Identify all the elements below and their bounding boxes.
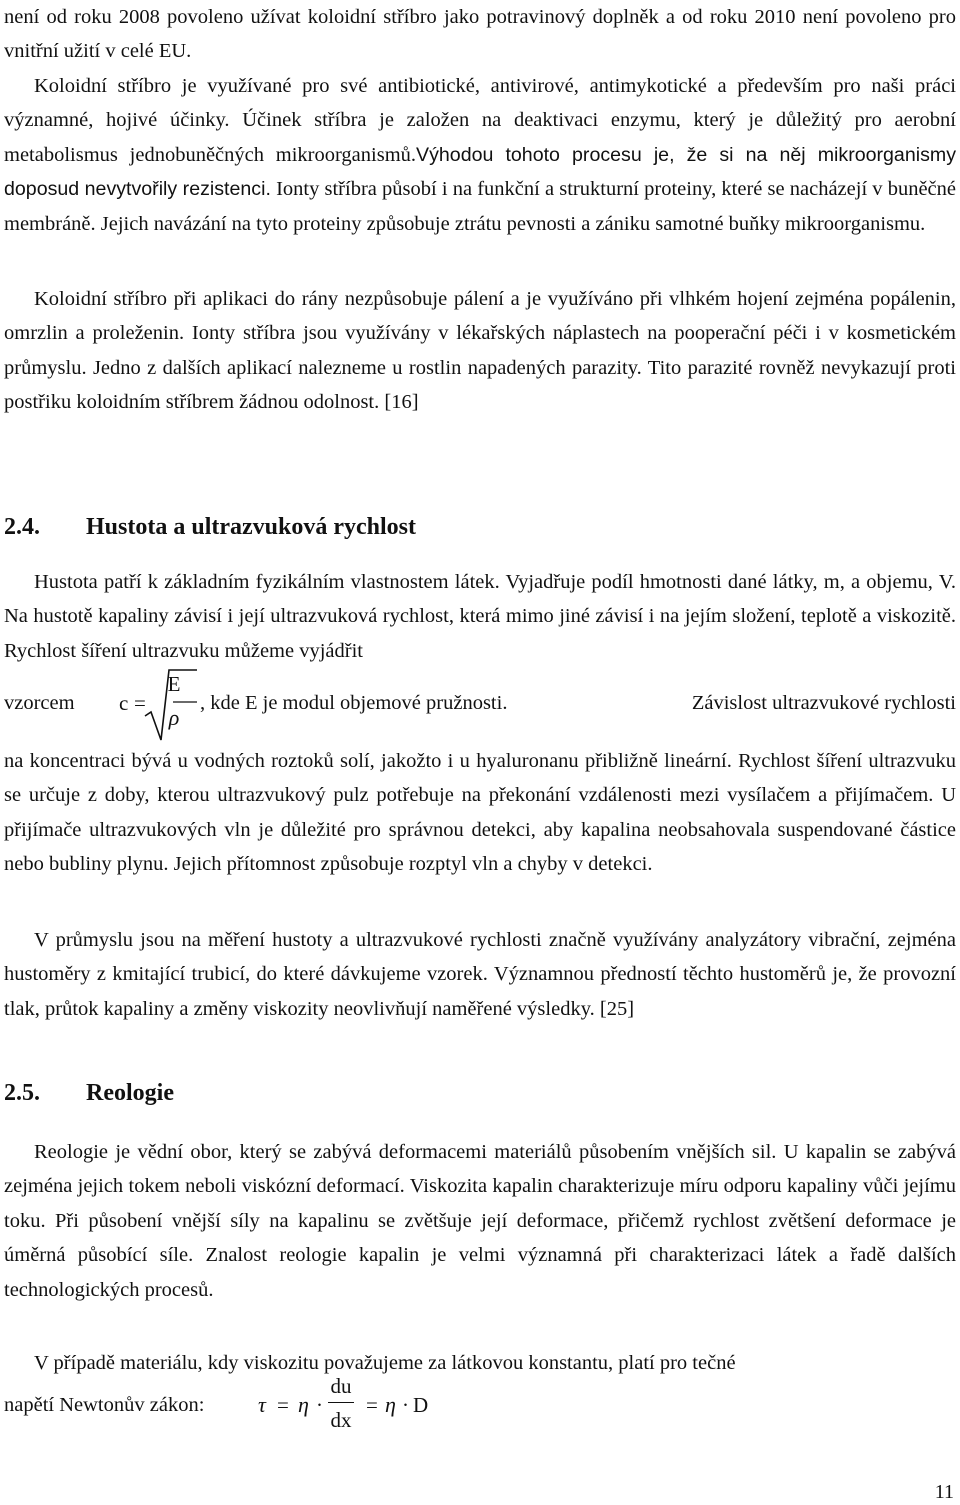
paragraph-text: Reologie je vědní obor, který se zabývá deformacemi materiálů působením vnějších sil. U kapalin se zabývá zejména jejich tokem neboli viskózní deformací. Viskozita kapalin charakterizuje míru odporu kapaliny vůči jejímu toku. Při působení vnější síly na kapalinu se zvětšuje její deformace, přičemž rychlost zvětšení deformace je úměrná působící síle. Znalost reologie kapalin je velmi významná při charakterizaci látek a řadě dalších technologických procesů.	[4, 1141, 956, 1301]
citation: [16]	[384, 391, 419, 414]
section-title: Hustota a ultrazvuková rychlost	[86, 514, 416, 540]
formula-symbol-eta: η	[385, 1392, 396, 1417]
formula-multiply-dot: ·	[316, 1393, 323, 1417]
paragraph-rheology	[4, 1135, 956, 1307]
formula-denominator	[163, 705, 185, 731]
formula-symbol-du: du	[330, 1374, 352, 1398]
section-title: Reologie	[86, 1080, 174, 1106]
formula-numerator	[163, 671, 185, 697]
formula-symbol-dx: dx	[330, 1408, 352, 1432]
fraction-bar	[328, 1402, 354, 1403]
paragraph-text: V průmyslu jsou na měření hustoty a ultrazvukové rychlosti značně využívány analyzátory vibrační, zejména hustoměry z kmitající trubicí, do které dávkujeme vzorek. Významnou předností těchto hustoměrů je, že provozní tlak, průtok kapaliny a změny viskozity neovlivňují naměřené výsledky. [25]	[4, 929, 956, 1020]
formula-dot-2	[402, 1388, 409, 1422]
paragraph-text: Jejich navázání na tyto proteiny způsobuje ztrátu pevnosti a zániku samotné buňky mikroorganismu.	[100, 212, 926, 235]
formula-tail-text-2: Závislost ultrazvukové rychlosti	[691, 692, 956, 714]
paragraph-text: V případě materiálu, kdy viskozitu považujeme za látkovou konstantu, platí pro tečné	[34, 1352, 736, 1374]
formula-equals-sign: =	[366, 1393, 378, 1417]
section-heading-2-4	[4, 512, 416, 542]
formula-symbol-rho: ρ	[168, 705, 180, 730]
paragraph-silver-effects	[4, 69, 956, 241]
paragraph-text: Koloidní stříbro je využívané pro své antibiotické, antivirové, antimykotické a především pro naši práci významné, hojivé účinky.	[4, 75, 956, 132]
formula-equals-1	[277, 1388, 289, 1422]
paragraph-silver-applications	[4, 282, 956, 420]
paragraph-newton-law-intro	[4, 1346, 956, 1380]
paragraph-density-intro	[4, 565, 956, 668]
formula-symbol-D: D	[413, 1393, 429, 1417]
paragraph-text: není od roku 2008 povoleno užívat koloidní stříbro jako potravinový doplněk a od roku 2010 není povoleno pro vnitřní užití v celé EU.	[4, 6, 956, 63]
paragraph-text: Výhodou tohoto procesu je, že si na něj mikroorganismy doposud nevytvořily rezistenci.	[4, 143, 956, 201]
formula-c-lhs	[119, 686, 128, 720]
formula-symbol-tau: τ	[258, 1392, 266, 1417]
formula-trailing-text	[200, 686, 956, 720]
formula-equals-2	[366, 1388, 378, 1422]
paragraph-text: Ionty stříbra působí i na funkční a strukturní proteiny, které se nacházejí v buněčné membráně.	[4, 178, 957, 235]
formula-symbol-c: c	[119, 691, 129, 715]
paragraph-text: na koncentraci bývá u vodných roztoků solí, jakožto i u hyaluronanu přibližně lineární. Rychlost šíření ultrazvuku se určuje z doby, kterou ultrazvukový pulz potřebuje na překonání vzdálenosti mezi vysílačem a přijímačem. U přijímače ultrazvukových vln je důležité pro správnou detekci, aby kapalina neobsahovala suspendované částice nebo bubliny plynu. Jejich přítomnost způsobuje rozptyl vln a chyby v detekci.	[4, 750, 956, 876]
formula-equals-sign: =	[277, 1393, 289, 1417]
formula-symbol-eta: η	[298, 1392, 309, 1417]
formula-fraction-denominator	[328, 1408, 354, 1432]
section-number: 2.5.	[4, 1080, 40, 1106]
formula-fraction-numerator	[328, 1374, 354, 1398]
formula-eta-1	[298, 1388, 309, 1422]
formula-multiply-dot: ·	[402, 1393, 409, 1417]
page-number	[935, 1480, 954, 1504]
section-number: 2.4.	[4, 514, 40, 540]
formula-tail-text: , kde E je modul objemové pružnosti.	[200, 692, 508, 714]
paragraph-text: Koloidní stříbro při aplikaci do rány nezpůsobuje pálení a je využíváno při vlhkém hojení zejména popálenin, omrzlin a proleženin. Ionty stříbra jsou využívány v lékařských náplastech na pooperační péči i v kosmetickém průmyslu. Jedno z dalších aplikací nalezneme u rostlin napadených parazity. Tito parazité rovněž nevykazují proti postřiku koloidním stříbrem žádnou odolnost.	[4, 288, 956, 414]
formula-line-newton	[4, 1388, 956, 1422]
formula-eta-2	[385, 1388, 396, 1422]
formula-tau	[258, 1388, 266, 1422]
paragraph-industry-analyzers	[4, 923, 956, 1026]
paragraph-sound-speed-measurement	[4, 744, 956, 882]
paragraph-text: Hustota patří k základním fyzikálním vlastnostem látek. Vyjadřuje podíl hmotnosti dané látky, m, a objemu, V. Na hustotě kapaliny závisí i její ultrazvuková rychlost, která mimo jiné závisí i na jejím složení, teplotě a viskozitě. Rychlost šíření ultrazvuku můžeme vyjádřit	[4, 571, 956, 662]
paragraph-text: Účinek stříbra je založen na deaktivaci enzymu, který je důležitý pro aerobní metabolismus jednobuněčných mikroorganismů.	[4, 109, 957, 166]
paragraph-silver-regulation	[4, 0, 956, 69]
formula-symbol-E: E	[167, 672, 181, 696]
formula-dot-1	[316, 1388, 323, 1422]
section-heading-2-5	[4, 1078, 174, 1108]
formula-D	[413, 1388, 428, 1422]
page-number-text: 11	[934, 1481, 954, 1503]
formula-lead-text: vzorcem	[4, 692, 75, 714]
formula-equals-sign: =	[134, 691, 146, 715]
formula-lead-text: napětí Newtonův zákon:	[4, 1394, 205, 1416]
